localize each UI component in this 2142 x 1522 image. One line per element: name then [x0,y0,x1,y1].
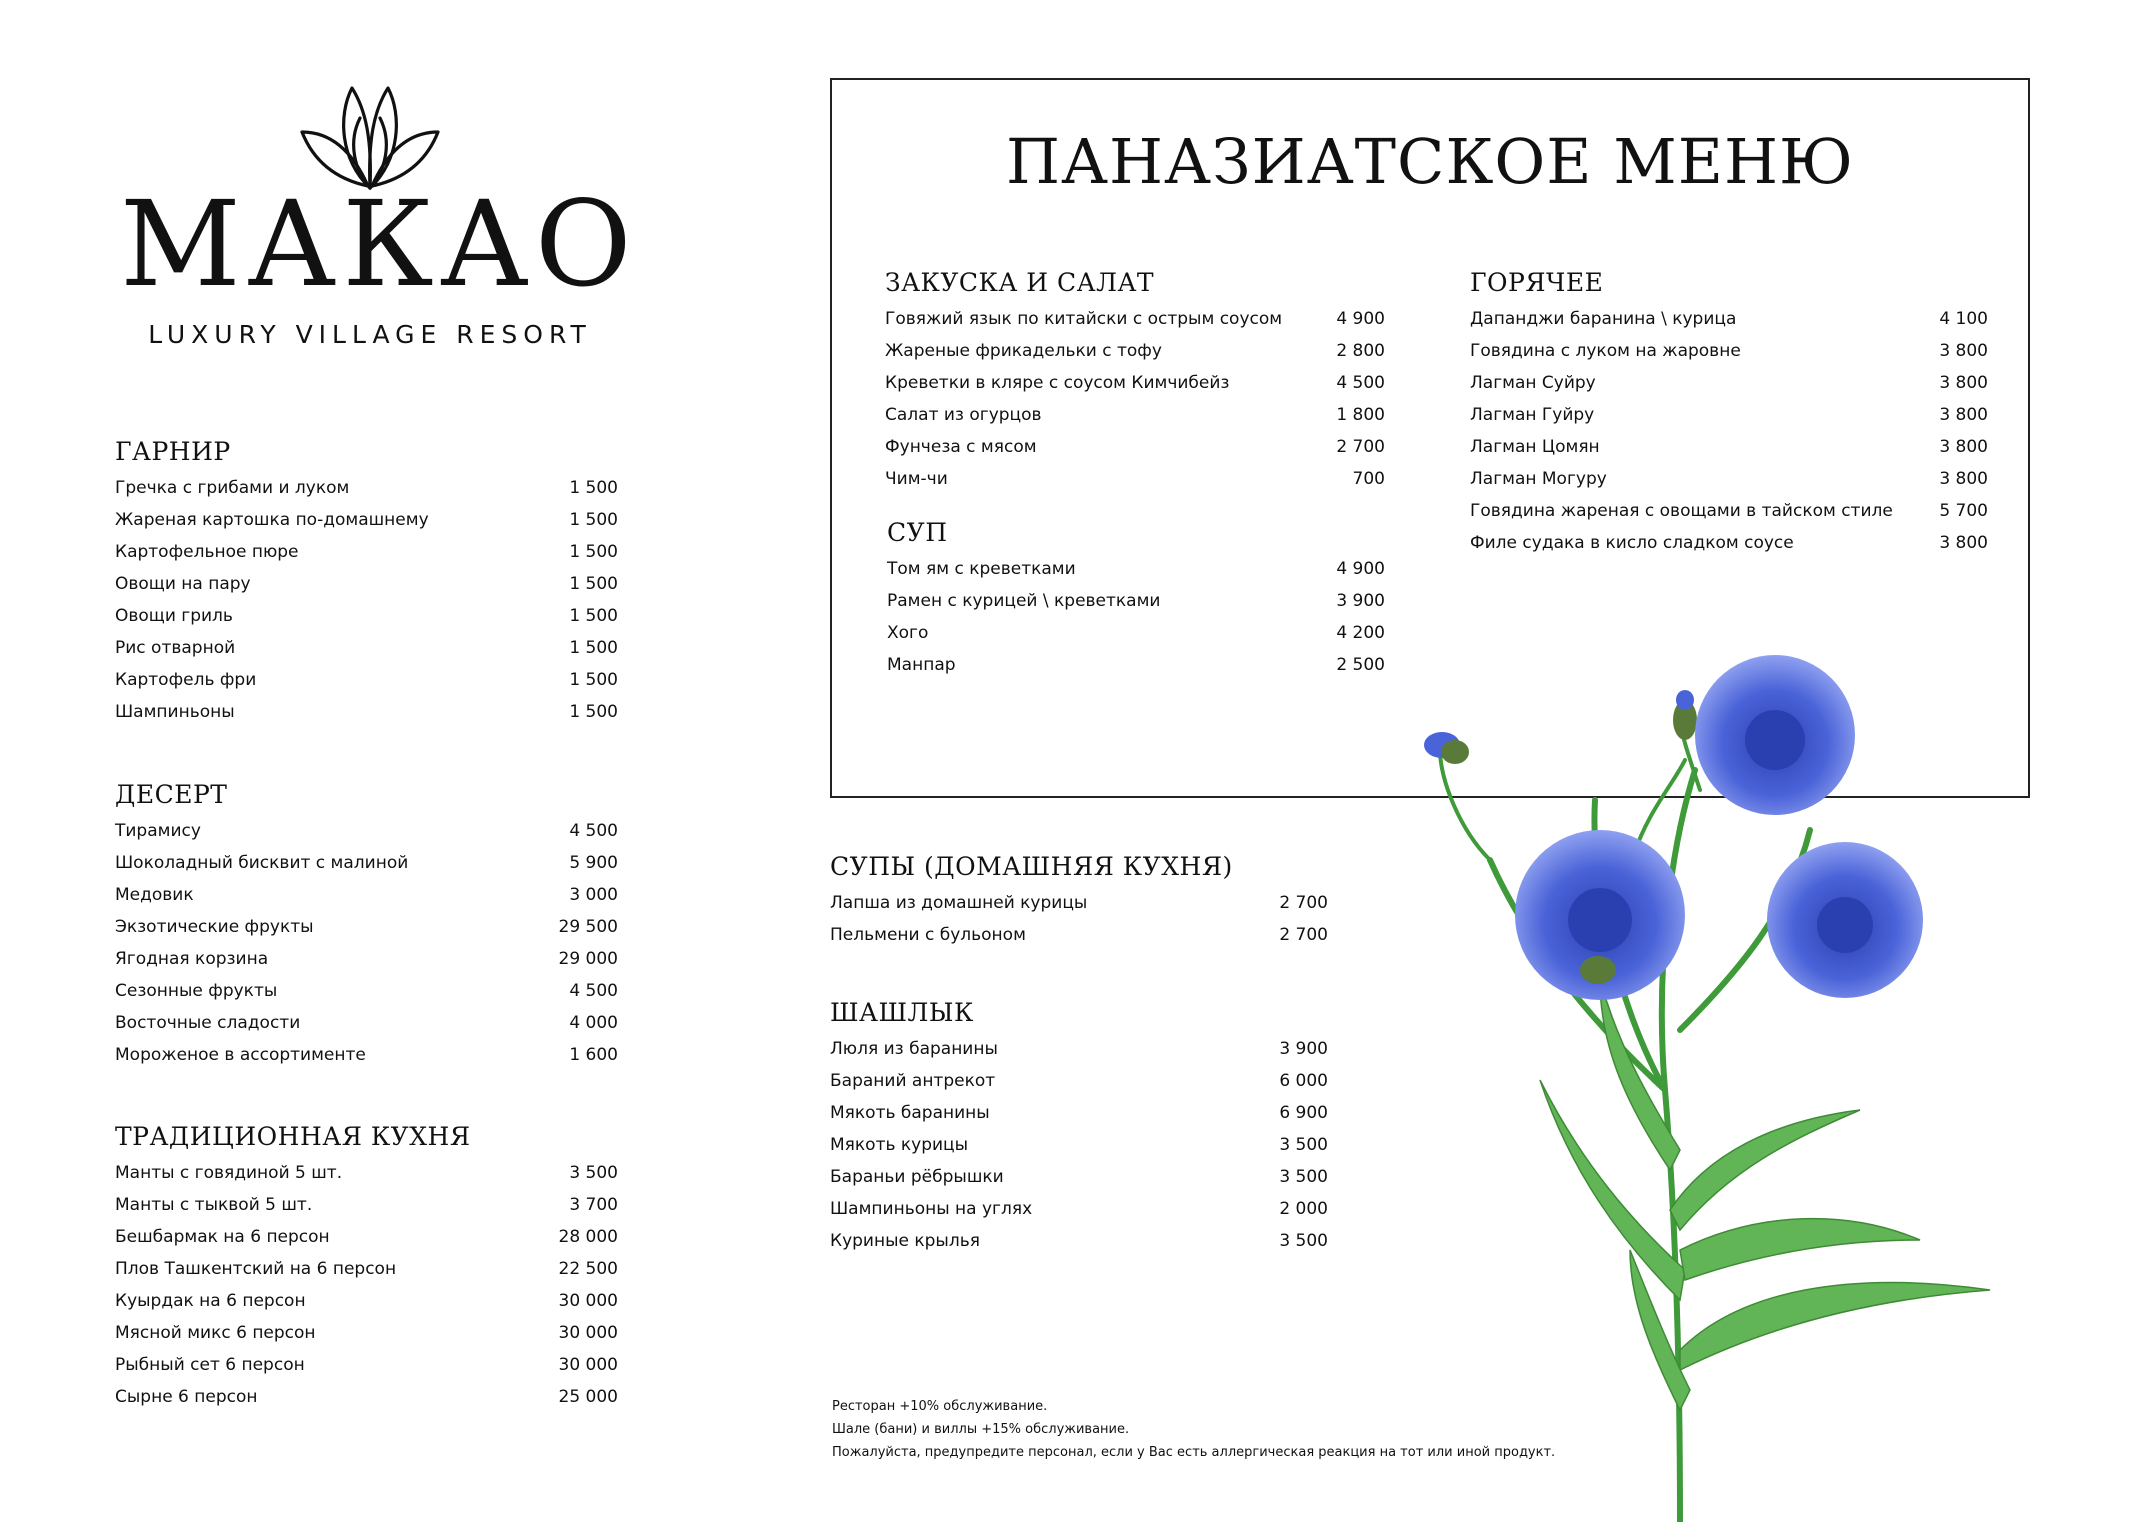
menu-item [115,1285,618,1317]
menu-item-name: Рис отварной [115,638,236,658]
menu-item-name: Манты с тыквой 5 шт. [115,1195,313,1215]
menu-item [830,1097,1328,1129]
menu-item-name: Жареные фрикадельки с тофу [885,341,1162,361]
menu-item-price: 700 [1352,469,1385,489]
menu-item-price: 3 500 [1279,1135,1328,1155]
menu-item [115,1157,618,1189]
menu-item-price: 1 600 [569,1045,618,1065]
menu-item-price: 2 000 [1279,1199,1328,1219]
menu-item [115,600,618,632]
logo-subtitle: LUXURY VILLAGE RESORT [148,320,592,349]
menu-item [885,367,1385,399]
menu-item-price: 3 000 [569,885,618,905]
menu-item-name: Сырне 6 персон [115,1387,258,1407]
menu-item-name: Хого [887,623,929,643]
home-soups-section [830,852,1328,951]
menu-item [830,1033,1328,1065]
menu-item-price: 3 800 [1939,437,1988,457]
menu-item-price: 4 200 [1336,623,1385,643]
menu-item-name: Медовик [115,885,194,905]
menu-item [885,303,1385,335]
menu-item [115,975,618,1007]
menu-item-name: Плов Ташкентский на 6 персон [115,1259,397,1279]
menu-item-name: Лагман Суйру [1470,373,1596,393]
menu-item [115,1039,618,1071]
menu-item-list [830,1033,1328,1257]
menu-item-list [887,553,1385,681]
menu-item-name: Картофельное пюре [115,542,299,562]
menu-item [1470,367,1988,399]
menu-item-price: 4 900 [1336,309,1385,329]
menu-item-price: 2 700 [1279,925,1328,945]
dessert-section [115,780,618,1071]
menu-item-name: Лагман Могуру [1470,469,1607,489]
menu-item [887,649,1385,681]
menu-item-name: Экзотические фрукты [115,917,314,937]
menu-item-name: Дапанджи баранина \ курица [1470,309,1737,329]
menu-item-name: Лагман Цомян [1470,437,1600,457]
logo-title: МАКАО [120,175,638,313]
menu-item-price: 30 000 [558,1291,618,1311]
hot-title: ГОРЯЧЕЕ [1470,268,1604,297]
menu-item-price: 4 100 [1939,309,1988,329]
menu-item-name: Овощи на пару [115,574,251,594]
menu-item [885,335,1385,367]
menu-item [830,1193,1328,1225]
menu-item-name: Лагман Гуйру [1470,405,1595,425]
menu-item [115,696,618,728]
menu-item-name: Говядина с луком на жаровне [1470,341,1741,361]
menu-item [115,664,618,696]
menu-item [885,431,1385,463]
menu-item-price: 3 800 [1939,469,1988,489]
menu-item [115,847,618,879]
menu-item-name: Креветки в кляре с соусом Кимчибейз [885,373,1230,393]
menu-item [887,617,1385,649]
menu-item [115,472,618,504]
menu-item [115,1007,618,1039]
menu-item-name: Гречка с грибами и луком [115,478,350,498]
menu-item-price: 1 500 [569,510,618,530]
menu-item [115,504,618,536]
menu-item [1470,431,1988,463]
menu-item-name: Лапша из домашней курицы [830,893,1088,913]
menu-item-name: Говяжий язык по китайски с острым соусом [885,309,1283,329]
menu-item-name: Картофель фри [115,670,257,690]
traditional-title: ТРАДИЦИОННАЯ КУХНЯ [115,1122,471,1151]
menu-item-price: 4 500 [569,981,618,1001]
menu-item-price: 4 900 [1336,559,1385,579]
note-chalets: Шале (бани) и виллы +15% обслуживание. [832,1422,1130,1437]
menu-item-list [115,472,618,728]
menu-item-name: Жареная картошка по-домашнему [115,510,429,530]
menu-item-name: Салат из огурцов [885,405,1042,425]
soup-section [887,518,1385,681]
menu-item-price: 4 500 [569,821,618,841]
shashlik-section [830,998,1328,1257]
menu-item-price: 2 800 [1336,341,1385,361]
menu-item-price: 1 500 [569,702,618,722]
menu-item [115,632,618,664]
menu-item-list [885,303,1385,495]
menu-item-name: Шампиньоны [115,702,235,722]
menu-item-name: Тирамису [115,821,201,841]
menu-item-price: 4 500 [1336,373,1385,393]
menu-item [830,887,1328,919]
menu-item-name: Сезонные фрукты [115,981,278,1001]
menu-item-name: Куриные крылья [830,1231,980,1251]
menu-item-price: 1 500 [569,574,618,594]
soup-title: СУП [887,518,948,547]
menu-item-price: 30 000 [558,1355,618,1375]
menu-item [885,463,1385,495]
menu-item-price: 3 500 [569,1163,618,1183]
menu-item-name: Фунчеза с мясом [885,437,1037,457]
menu-item-name: Рыбный сет 6 персон [115,1355,305,1375]
menu-item-name: Восточные сладости [115,1013,301,1033]
menu-item [115,879,618,911]
menu-item-price: 1 500 [569,542,618,562]
menu-item [1470,495,1988,527]
menu-item-name: Мякоть баранины [830,1103,990,1123]
hot-section [1470,268,1988,559]
menu-item-price: 1 500 [569,606,618,626]
menu-item-price: 5 700 [1939,501,1988,521]
menu-item-name: Мякоть курицы [830,1135,969,1155]
menu-item-name: Шампиньоны на углях [830,1199,1033,1219]
menu-item [115,1349,618,1381]
menu-item-price: 6 000 [1279,1071,1328,1091]
note-allergy: Пожалуйста, предупредите персонал, если у Вас есть аллергическая реакция на тот или иной продукт. [832,1445,1556,1460]
garnish-title: ГАРНИР [115,437,231,466]
note-restaurant: Ресторан +10% обслуживание. [832,1399,1048,1414]
menu-item-name: Том ям с креветками [887,559,1076,579]
menu-item [885,399,1385,431]
menu-item [1470,399,1988,431]
menu-item [830,1225,1328,1257]
menu-item-price: 1 500 [569,478,618,498]
menu-item-price: 1 500 [569,670,618,690]
menu-item-price: 3 500 [1279,1167,1328,1187]
menu-item-price: 3 900 [1336,591,1385,611]
menu-item-name: Рамен с курицей \ креветками [887,591,1161,611]
menu-item [115,943,618,975]
menu-item [1470,527,1988,559]
menu-item-price: 6 900 [1279,1103,1328,1123]
menu-item-name: Чим-чи [885,469,948,489]
menu-item-price: 3 800 [1939,405,1988,425]
menu-item-list [115,815,618,1071]
shashlik-title: ШАШЛЫК [830,998,974,1027]
menu-item-price: 5 900 [569,853,618,873]
menu-item-name: Мясной микс 6 персон [115,1323,316,1343]
menu-item-price: 2 700 [1336,437,1385,457]
menu-title: ПАНАЗИАТСКОЕ МЕНЮ [1005,125,1855,198]
menu-item-name: Бараньи рёбрышки [830,1167,1004,1187]
menu-item-name: Ягодная корзина [115,949,269,969]
menu-item-name: Бараний антрекот [830,1071,996,1091]
menu-item [115,1253,618,1285]
menu-item-list [115,1157,618,1413]
menu-item-price: 30 000 [558,1323,618,1343]
menu-item-price: 25 000 [558,1387,618,1407]
menu-item-price: 2 700 [1279,893,1328,913]
menu-item-name: Филе судака в кисло сладком соусе [1470,533,1794,553]
menu-item-name: Манпар [887,655,956,675]
menu-item-price: 22 500 [558,1259,618,1279]
home-soups-title: СУПЫ (ДОМАШНЯЯ КУХНЯ) [830,852,1233,881]
menu-item [830,1161,1328,1193]
menu-item [115,1317,618,1349]
cornflower-illustration [1380,650,2010,1522]
menu-item [830,1065,1328,1097]
menu-item [115,1221,618,1253]
menu-item [115,1189,618,1221]
menu-item-name: Говядина жареная с овощами в тайском стиле [1470,501,1893,521]
menu-item-name: Манты с говядиной 5 шт. [115,1163,343,1183]
menu-item-price: 1 800 [1336,405,1385,425]
menu-item [887,585,1385,617]
menu-item [115,536,618,568]
menu-item-name: Бешбармак на 6 персон [115,1227,330,1247]
menu-item [1470,335,1988,367]
menu-item-price: 28 000 [558,1227,618,1247]
menu-item [830,919,1328,951]
menu-item-price: 29 500 [558,917,618,937]
menu-item-name: Пельмени с бульоном [830,925,1026,945]
menu-item-name: Мороженое в ассортименте [115,1045,366,1065]
menu-item-price: 3 800 [1939,341,1988,361]
menu-item-name: Шоколадный бисквит с малиной [115,853,409,873]
menu-item [115,911,618,943]
menu-item-name: Овощи гриль [115,606,233,626]
menu-item [830,1129,1328,1161]
menu-item-price: 3 800 [1939,373,1988,393]
menu-item [115,1381,618,1413]
menu-item [887,553,1385,585]
dessert-title: ДЕСЕРТ [115,780,228,809]
menu-item-price: 3 800 [1939,533,1988,553]
menu-item-price: 3 500 [1279,1231,1328,1251]
menu-item [115,815,618,847]
menu-item-name: Люля из баранины [830,1039,998,1059]
menu-item [1470,303,1988,335]
menu-item-price: 3 700 [569,1195,618,1215]
menu-item-name: Куырдак на 6 персон [115,1291,306,1311]
menu-item-price: 3 900 [1279,1039,1328,1059]
menu-item-list [1470,303,1988,559]
traditional-section [115,1122,618,1413]
logo [120,70,638,370]
menu-item-price: 4 000 [569,1013,618,1033]
snacks-title: ЗАКУСКА И САЛАТ [885,268,1155,297]
menu-item-price: 1 500 [569,638,618,658]
menu-item-list [830,887,1328,951]
garnish-section [115,437,618,728]
menu-item-price: 29 000 [558,949,618,969]
snacks-section [885,268,1385,495]
menu-item [1470,463,1988,495]
menu-item [115,568,618,600]
menu-item-price: 2 500 [1336,655,1385,675]
